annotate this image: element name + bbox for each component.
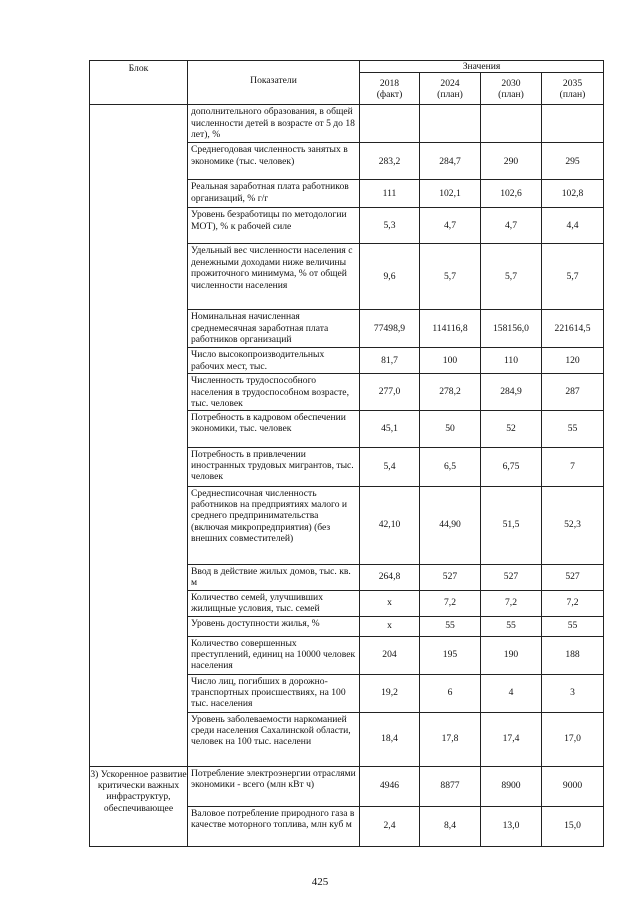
value-2018: 9,6	[360, 244, 420, 310]
value-2035: 9000	[542, 766, 604, 806]
value-2035: 17,0	[542, 712, 604, 766]
value-2018: 5,3	[360, 208, 420, 244]
value-2024: 55	[420, 616, 481, 636]
value-2035: 102,8	[542, 180, 604, 208]
value-2035: 3	[542, 674, 604, 712]
value-2024: 6,5	[420, 447, 481, 486]
header-year-2024: 2024 (план)	[420, 73, 481, 105]
value-2018: х	[360, 616, 420, 636]
value-2035: 295	[542, 143, 604, 180]
value-2024: 527	[420, 564, 481, 590]
value-2024: 284,7	[420, 143, 481, 180]
value-2030: 8900	[481, 766, 542, 806]
value-2030: 4	[481, 674, 542, 712]
value-2030: 13,0	[481, 806, 542, 846]
indicator-cell: Количество семей, улучшивших жилищные условия, тыс. семей	[188, 590, 360, 616]
value-2035	[542, 105, 604, 143]
block-cell-continued	[90, 105, 188, 766]
value-2024: 17,8	[420, 712, 481, 766]
indicator-cell: дополнительного образования, в общей численности детей в возрасте от 5 до 18 лет), %	[188, 105, 360, 143]
indicator-cell: Удельный вес численности населения с денежными доходами ниже величины прожиточного минимума, % от общей численности населения	[188, 244, 360, 310]
value-2030: 102,6	[481, 180, 542, 208]
value-2018: 77498,9	[360, 310, 420, 348]
header-block: Блок	[90, 61, 188, 105]
value-2035: 188	[542, 636, 604, 674]
value-2018: 42,10	[360, 486, 420, 564]
value-2035: 7	[542, 447, 604, 486]
value-2018: 18,4	[360, 712, 420, 766]
value-2018: х	[360, 590, 420, 616]
indicator-cell: Численность трудоспособного населения в трудоспособном возрасте, тыс. человек	[188, 374, 360, 410]
value-2018: 5,4	[360, 447, 420, 486]
value-2018: 283,2	[360, 143, 420, 180]
value-2035: 5,7	[542, 244, 604, 310]
value-2030: 52	[481, 410, 542, 447]
value-2018: 204	[360, 636, 420, 674]
block-3-label: 3) Ускоренное развитие критически важных инфраструктур, обеспечивающее	[90, 766, 188, 846]
value-2030	[481, 105, 542, 143]
page-number: 425	[311, 876, 329, 888]
value-2030: 290	[481, 143, 542, 180]
indicator-cell: Уровень доступности жилья, %	[188, 616, 360, 636]
value-2024: 278,2	[420, 374, 481, 410]
value-2018: 2,4	[360, 806, 420, 846]
indicator-cell: Число лиц, погибших в дорожно-транспортных происшествиях, на 100 тыс. населения	[188, 674, 360, 712]
indicator-cell: Потребность в кадровом обеспечении экономики, тыс. человек	[188, 410, 360, 447]
value-2018: 45,1	[360, 410, 420, 447]
value-2018: 111	[360, 180, 420, 208]
value-2024	[420, 105, 481, 143]
value-2035: 52,3	[542, 486, 604, 564]
value-2030: 4,7	[481, 208, 542, 244]
value-2024: 50	[420, 410, 481, 447]
value-2030: 17,4	[481, 712, 542, 766]
value-2024: 102,1	[420, 180, 481, 208]
indicator-cell: Количество совершенных преступлений, единиц на 10000 человек населения	[188, 636, 360, 674]
value-2030: 527	[481, 564, 542, 590]
value-2030: 158156,0	[481, 310, 542, 348]
value-2030: 55	[481, 616, 542, 636]
value-2030: 7,2	[481, 590, 542, 616]
header-year-2030: 2030 (план)	[481, 73, 542, 105]
value-2018	[360, 105, 420, 143]
indicator-cell: Ввод в действие жилых домов, тыс. кв. м	[188, 564, 360, 590]
value-2018: 277,0	[360, 374, 420, 410]
header-values: Значения	[360, 61, 604, 73]
value-2030: 110	[481, 348, 542, 374]
value-2024: 195	[420, 636, 481, 674]
value-2024: 114116,8	[420, 310, 481, 348]
value-2030: 5,7	[481, 244, 542, 310]
value-2018: 19,2	[360, 674, 420, 712]
value-2035: 120	[542, 348, 604, 374]
value-2035: 527	[542, 564, 604, 590]
indicator-cell: Номинальная начисленная среднемесячная заработная плата работников организаций	[188, 310, 360, 348]
value-2024: 5,7	[420, 244, 481, 310]
indicator-cell: Среднегодовая численность занятых в экономике (тыс. человек)	[188, 143, 360, 180]
value-2035: 221614,5	[542, 310, 604, 348]
header-year-2018: 2018 (факт)	[360, 73, 420, 105]
header-year-2035: 2035 (план)	[542, 73, 604, 105]
value-2024: 4,7	[420, 208, 481, 244]
indicator-cell: Уровень безработицы по методологии МОТ), % к рабочей силе	[188, 208, 360, 244]
value-2035: 7,2	[542, 590, 604, 616]
value-2035: 55	[542, 616, 604, 636]
value-2030: 51,5	[481, 486, 542, 564]
indicator-cell: Уровень заболеваемости наркоманией среди населения Сахалинской области, человек на 100 тыс. населени	[188, 712, 360, 766]
indicator-cell: Потребность в привлечении иностранных трудовых мигрантов, тыс. человек	[188, 447, 360, 486]
value-2024: 44,90	[420, 486, 481, 564]
indicator-cell: Потребление электроэнергии отраслями экономики - всего (млн кВт ч)	[188, 766, 360, 806]
header-indicators: Показатели	[188, 61, 360, 105]
indicators-table	[89, 60, 604, 847]
indicator-cell: Число высокопроизводительных рабочих мест, тыс.	[188, 348, 360, 374]
value-2018: 264,8	[360, 564, 420, 590]
value-2024: 100	[420, 348, 481, 374]
value-2024: 7,2	[420, 590, 481, 616]
indicator-cell: Среднесписочная численность работников на предприятиях малого и среднего предпринимательства (включая микропредприятия) (без внешних совместителей)	[188, 486, 360, 564]
value-2024: 6	[420, 674, 481, 712]
value-2035: 287	[542, 374, 604, 410]
value-2035: 4,4	[542, 208, 604, 244]
value-2018: 81,7	[360, 348, 420, 374]
indicator-cell: Реальная заработная плата работников организаций, % г/г	[188, 180, 360, 208]
value-2035: 55	[542, 410, 604, 447]
value-2035: 15,0	[542, 806, 604, 846]
value-2018: 4946	[360, 766, 420, 806]
value-2030: 190	[481, 636, 542, 674]
value-2030: 6,75	[481, 447, 542, 486]
indicator-cell: Валовое потребление природного газа в качестве моторного топлива, млн куб м	[188, 806, 360, 846]
value-2030: 284,9	[481, 374, 542, 410]
value-2024: 8877	[420, 766, 481, 806]
value-2024: 8,4	[420, 806, 481, 846]
